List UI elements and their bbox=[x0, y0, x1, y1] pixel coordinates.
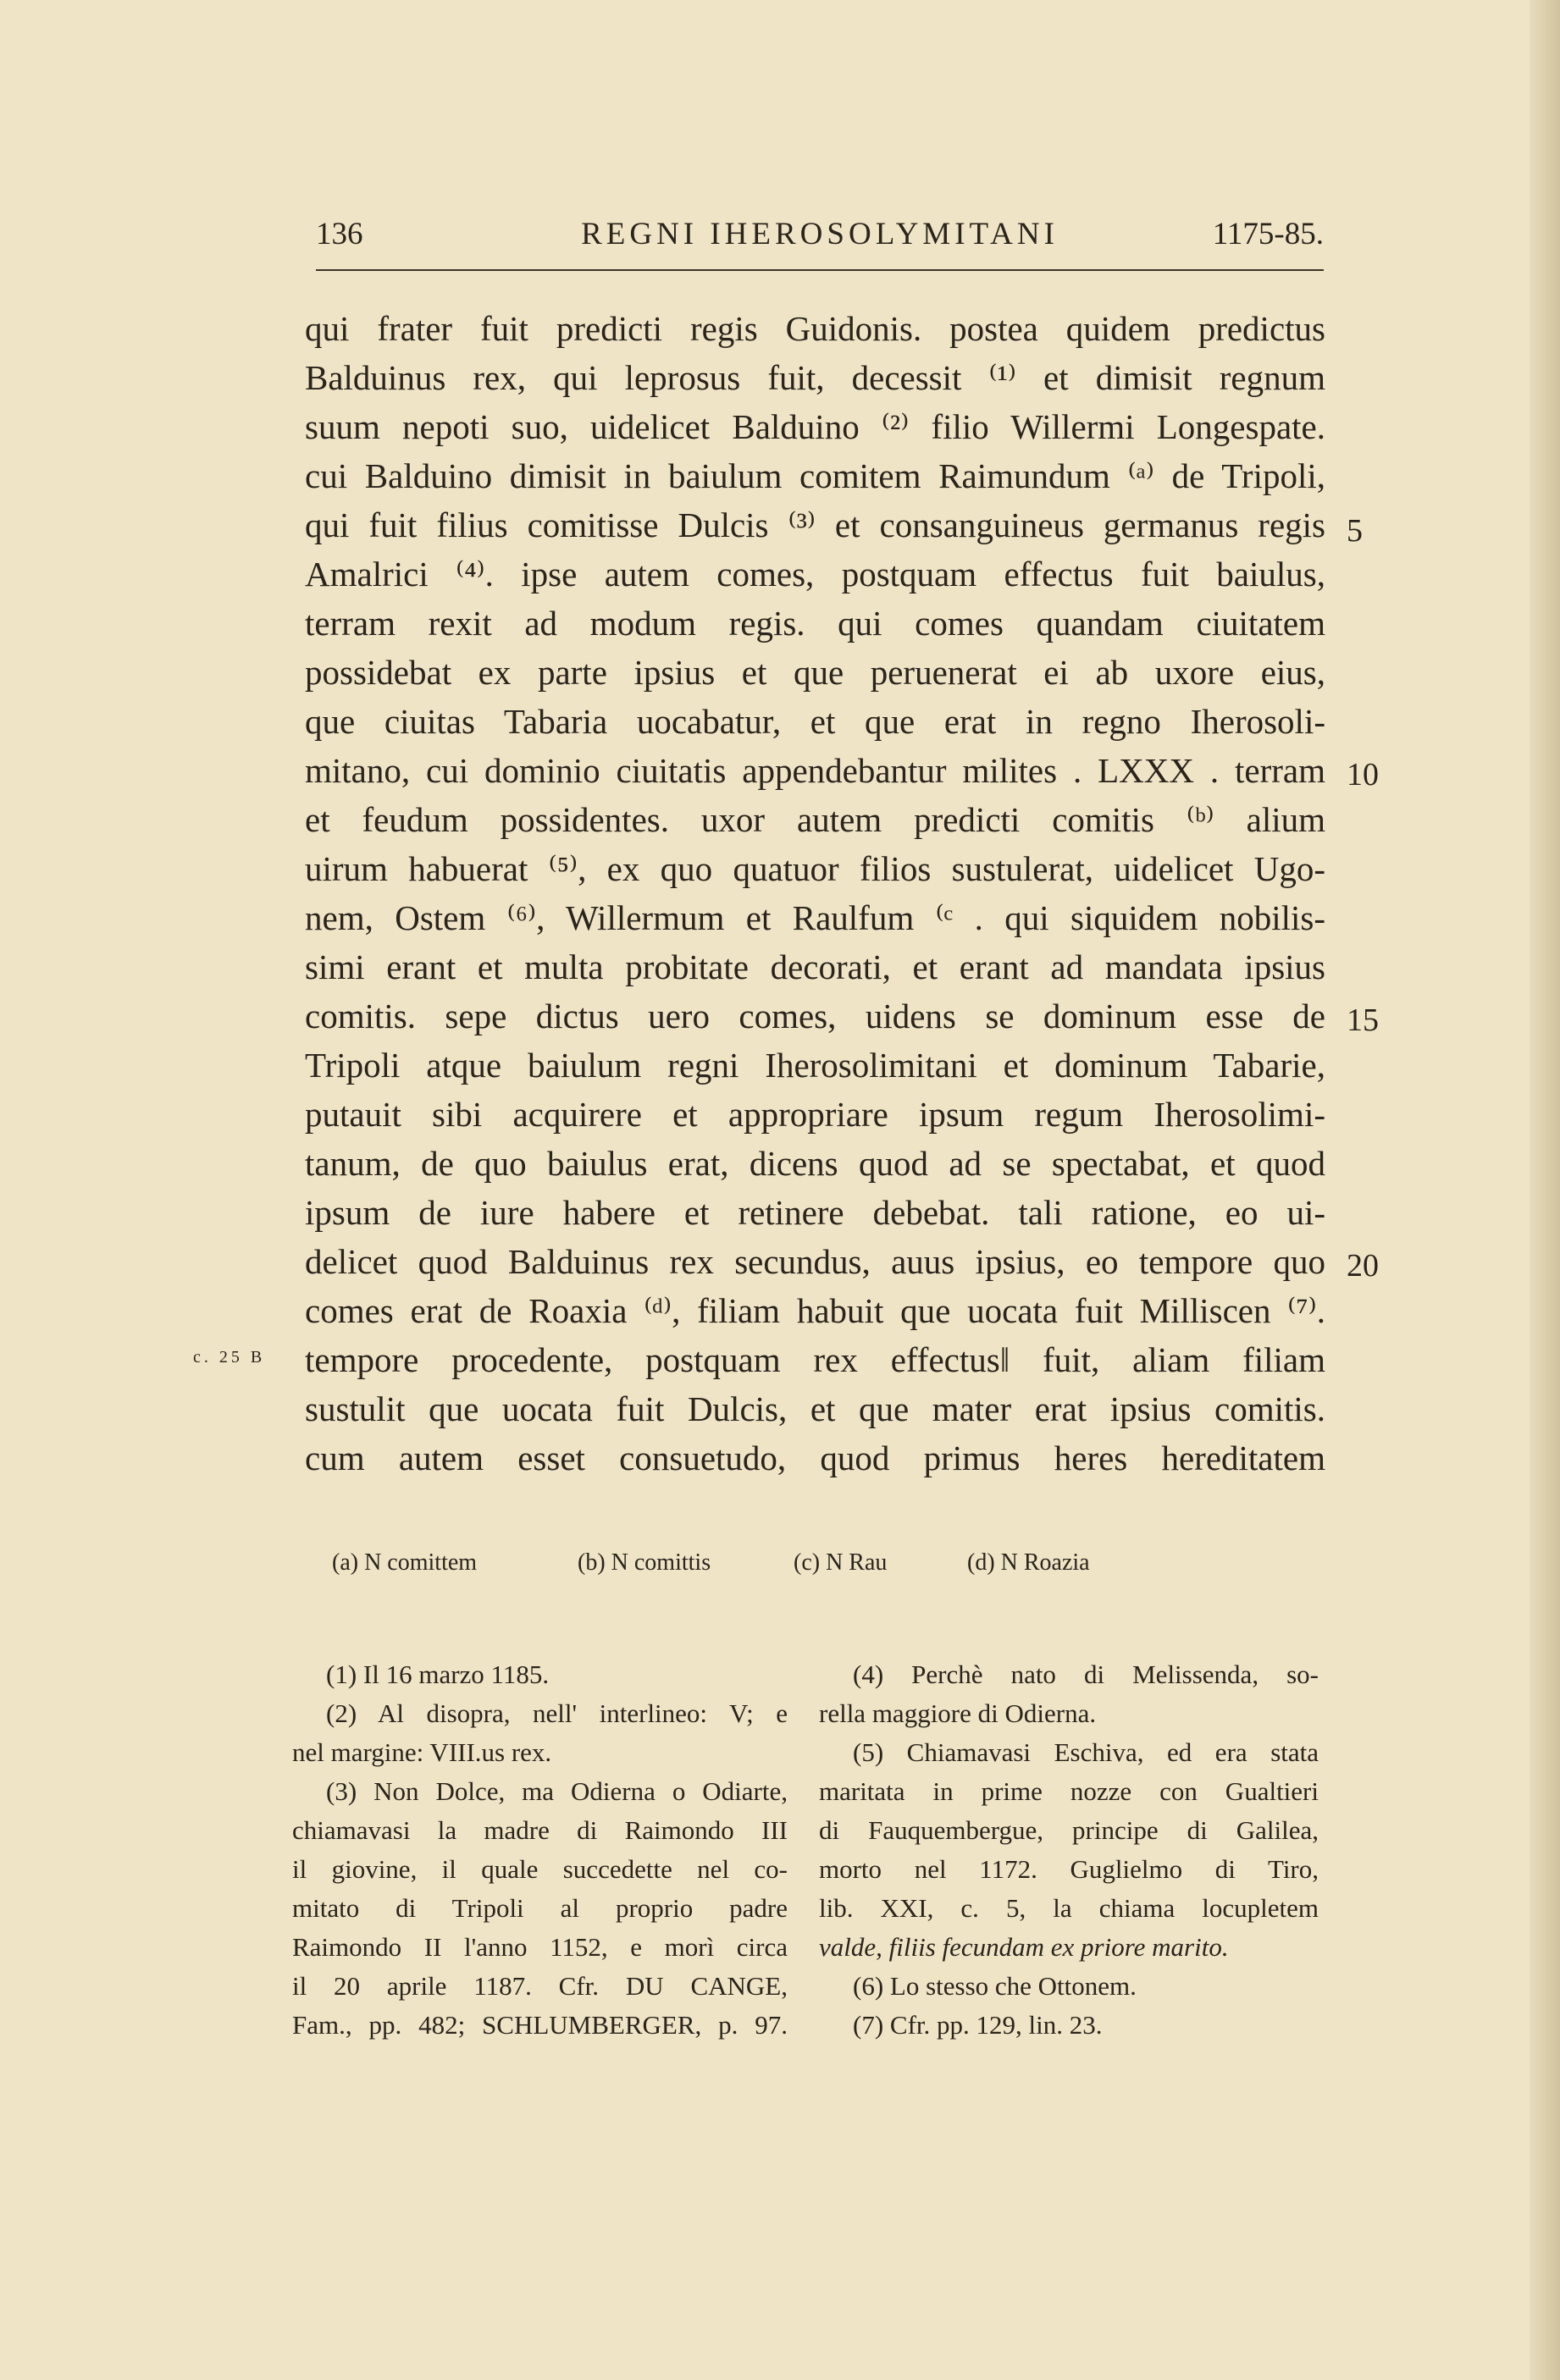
footnote-line: di Fauquembergue, principe di Galilea, bbox=[819, 1815, 1319, 1845]
margin-reference: c. 25 B bbox=[193, 1348, 266, 1367]
variant-note: (b) N comittis bbox=[578, 1549, 711, 1576]
footnote-line: il giovine, il quale succedette nel co- bbox=[292, 1854, 788, 1884]
text-line: tempore procedente, postquam rex effectus‖ fuit, aliam filiam bbox=[305, 1340, 1325, 1379]
text-line: suum nepoti suo, uidelicet Balduino ⁽²⁾ filio Willermi Longespate. bbox=[305, 407, 1325, 446]
variant-note: (a) N comittem bbox=[332, 1549, 478, 1576]
footnote-line: il 20 aprile 1187. Cfr. DU CANGE, bbox=[292, 1971, 788, 2001]
line-number: 20 bbox=[1347, 1248, 1379, 1284]
year-range: 1175-85. bbox=[1212, 217, 1324, 251]
footnote-line: valde, filiis fecundam ex priore marito. bbox=[819, 1932, 1229, 1962]
variant-note: (d) N Roazia bbox=[967, 1549, 1090, 1576]
text-line: Balduinus rex, qui leprosus fuit, decessit ⁽¹⁾ et dimisit regnum bbox=[305, 358, 1325, 397]
text-line: qui fuit filius comitisse Dulcis ⁽³⁾ et consanguineus germanus regis bbox=[305, 505, 1325, 544]
text-line: sustulit que uocata fuit Dulcis, et que mater erat ipsius comitis. bbox=[305, 1389, 1325, 1428]
footnote-line: rella maggiore di Odierna. bbox=[819, 1698, 1097, 1728]
text-line: et feudum possidentes. uxor autem predicti comitis ⁽ᵇ⁾ alium bbox=[305, 800, 1325, 839]
footnote-line: (1) Il 16 marzo 1185. bbox=[326, 1659, 550, 1689]
text-line: Tripoli atque baiulum regni Iherosolimitani et dominum Tabarie, bbox=[305, 1046, 1325, 1085]
footnote-line: lib. XXI, c. 5, la chiama locupletem bbox=[819, 1893, 1319, 1923]
text-line: terram rexit ad modum regis. qui comes quandam ciuitatem bbox=[305, 604, 1325, 643]
text-line: putauit sibi acquirere et appropriare ipsum regum Iherosolimi- bbox=[305, 1095, 1325, 1134]
text-line: qui frater fuit predicti regis Guidonis. postea quidem predictus bbox=[305, 309, 1325, 348]
text-line: simi erant et multa probitate decorati, et erant ad mandata ipsius bbox=[305, 947, 1325, 986]
running-title: REGNI IHEROSOLYMITANI bbox=[581, 217, 1059, 251]
text-line: delicet quod Balduinus rex secundus, auus ipsius, eo tempore quo bbox=[305, 1242, 1325, 1281]
footnote-line: (2) Al disopra, nell' interlineo: V; e bbox=[326, 1698, 788, 1728]
text-line: ipsum de iure habere et retinere debebat. tali ratione, eo ui- bbox=[305, 1193, 1325, 1232]
footnote-line: (3) Non Dolce, ma Odierna o Odiarte, bbox=[326, 1776, 788, 1806]
text-line: nem, Ostem ⁽⁶⁾, Willermum et Raulfum ⁽ᶜ . qui siquidem nobilis- bbox=[305, 898, 1325, 937]
line-number: 5 bbox=[1347, 513, 1363, 549]
text-line: que ciuitas Tabaria uocabatur, et que erat in regno Iherosoli- bbox=[305, 702, 1325, 741]
footnote-line: morto nel 1172. Guglielmo di Tiro, bbox=[819, 1854, 1319, 1884]
text-line: cui Balduino dimisit in baiulum comitem Raimundum ⁽ᵃ⁾ de Tripoli, bbox=[305, 456, 1325, 495]
footnote-line: Raimondo II l'anno 1152, e morì circa bbox=[292, 1932, 788, 1962]
text-line: Amalrici ⁽⁴⁾. ipse autem comes, postquam effectus fuit baiulus, bbox=[305, 555, 1325, 594]
text-line: comitis. sepe dictus uero comes, uidens se dominum esse de bbox=[305, 997, 1325, 1035]
page-number: 136 bbox=[316, 217, 363, 251]
footnote-line: (7) Cfr. pp. 129, lin. 23. bbox=[853, 2010, 1103, 2040]
text-line: mitano, cui dominio ciuitatis appendebantur milites . LXXX . terram bbox=[305, 751, 1325, 790]
text-line: tanum, de quo baiulus erat, dicens quod ad se spectabat, et quod bbox=[305, 1144, 1325, 1183]
footnote-line: chiamavasi la madre di Raimondo III bbox=[292, 1815, 788, 1845]
line-number: 10 bbox=[1347, 757, 1379, 792]
running-header bbox=[316, 216, 1324, 267]
text-line: possidebat ex parte ipsius et que peruenerat ei ab uxore eius, bbox=[305, 653, 1325, 692]
footnote-line: nel margine: VIII.us rex. bbox=[292, 1737, 552, 1767]
footnotes-right bbox=[819, 1655, 1319, 2045]
text-line: comes erat de Roaxia ⁽ᵈ⁾, filiam habuit que uocata fuit Milliscen ⁽⁷⁾. bbox=[305, 1291, 1325, 1330]
footnote-line: Fam., pp. 482; SCHLUMBERGER, p. 97. bbox=[292, 2010, 788, 2040]
text-line: uirum habuerat ⁽⁵⁾, ex quo quatuor filios sustulerat, uidelicet Ugo- bbox=[305, 849, 1325, 888]
header-rule bbox=[316, 269, 1324, 271]
text-line: cum autem esset consuetudo, quod primus heres hereditatem bbox=[305, 1438, 1325, 1477]
footnote-line: (6) Lo stesso che Ottonem. bbox=[853, 1971, 1137, 2001]
footnote-line: maritata in prime nozze con Gualtieri bbox=[819, 1776, 1319, 1806]
line-number: 15 bbox=[1347, 1002, 1379, 1038]
page-edge bbox=[1530, 0, 1560, 2380]
footnotes-left bbox=[292, 1655, 788, 2045]
footnote-line: (5) Chiamavasi Eschiva, ed era stata bbox=[853, 1737, 1319, 1767]
variant-apparatus bbox=[332, 1549, 1179, 1583]
footnote-line: (4) Perchè nato di Melissenda, so- bbox=[853, 1659, 1319, 1689]
variant-note: (c) N Rau bbox=[794, 1549, 888, 1576]
footnote-line: mitato di Tripoli al proprio padre bbox=[292, 1893, 788, 1923]
